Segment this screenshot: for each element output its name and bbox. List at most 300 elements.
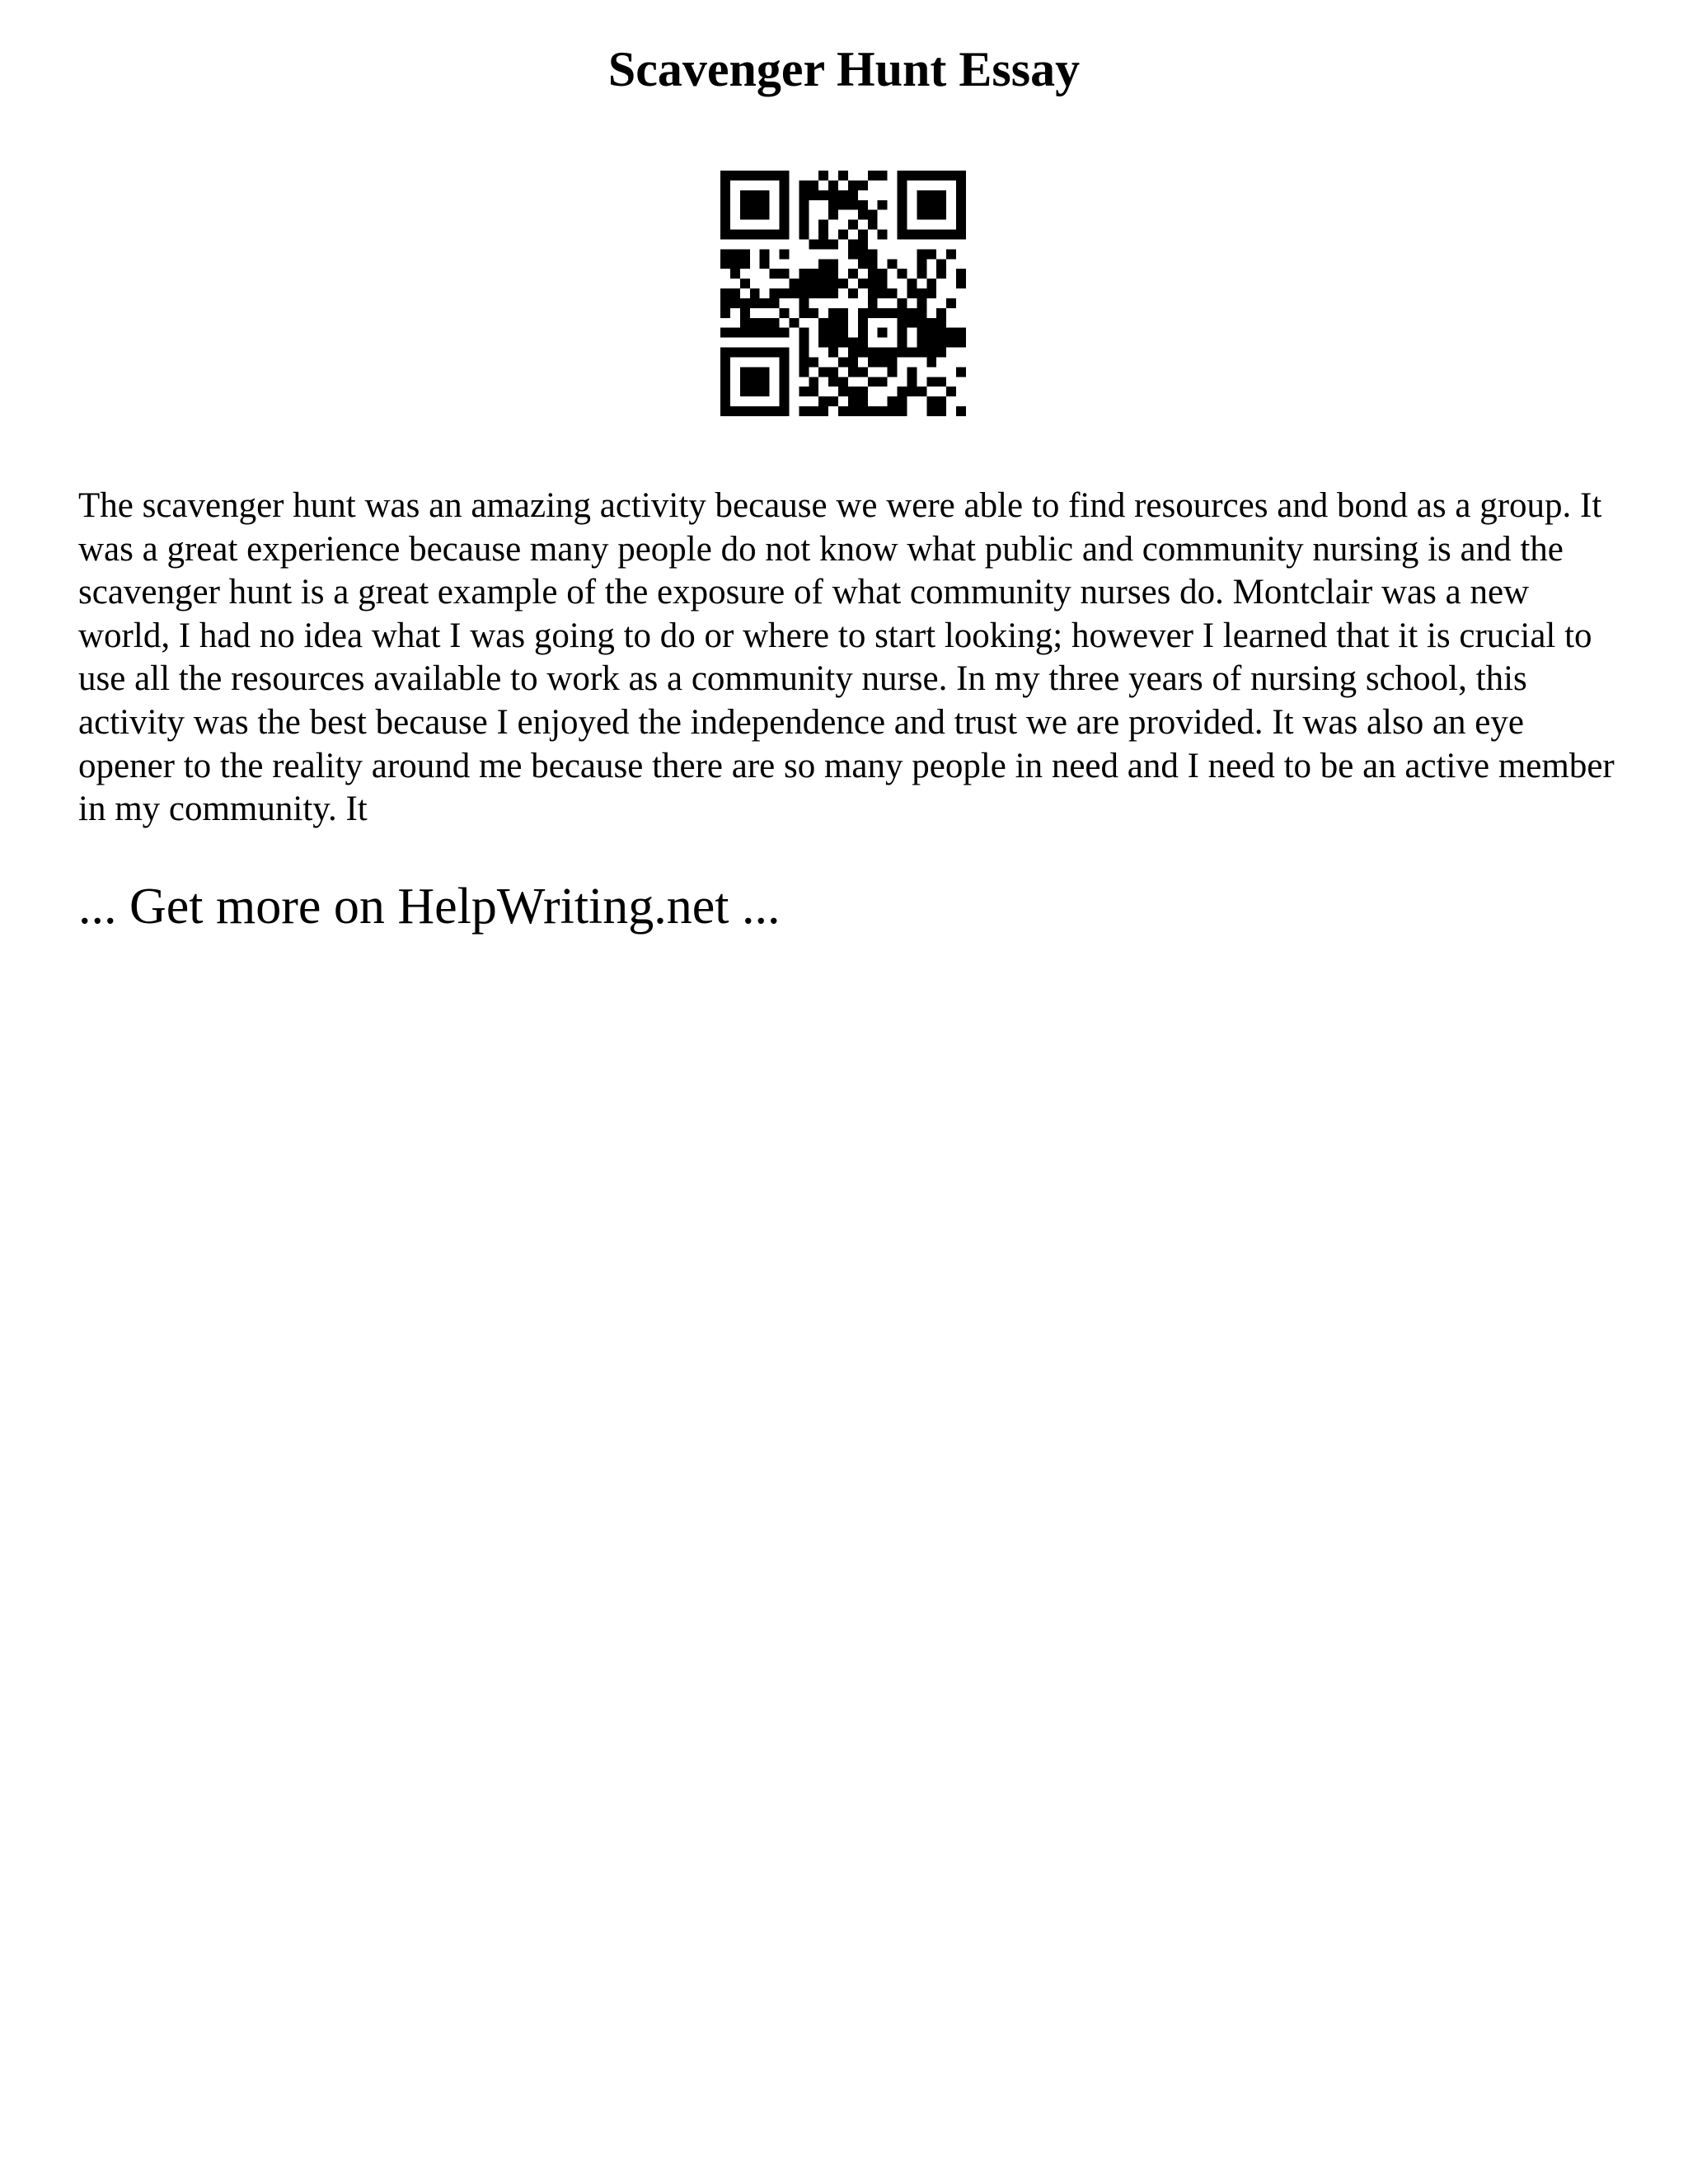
qr-module [760, 387, 770, 396]
qr-module [720, 396, 730, 406]
qr-module [740, 279, 750, 288]
qr-module [878, 406, 888, 416]
qr-module [799, 210, 809, 220]
qr-module [956, 328, 966, 338]
qr-module [848, 200, 858, 210]
qr-module [750, 328, 760, 338]
qr-module [946, 387, 956, 396]
qr-module [760, 367, 770, 377]
qr-module [799, 288, 809, 298]
qr-module [838, 387, 848, 396]
qr-module [750, 230, 760, 240]
qr-module [730, 259, 740, 269]
qr-module [780, 396, 790, 406]
qr-module [818, 367, 828, 377]
qr-module [858, 308, 868, 318]
qr-module [878, 377, 888, 387]
qr-module [956, 406, 966, 416]
qr-module [780, 308, 790, 318]
qr-module [770, 348, 780, 358]
qr-module [780, 348, 790, 358]
qr-module [750, 190, 760, 200]
qr-module [898, 269, 907, 279]
qr-module [917, 259, 926, 269]
qr-module [956, 171, 966, 180]
qr-module [907, 387, 917, 396]
qr-module [848, 239, 858, 249]
qr-module [907, 308, 917, 318]
qr-module [760, 298, 770, 308]
qr-module [799, 348, 809, 358]
qr-module [926, 328, 936, 338]
qr-module [818, 220, 828, 230]
qr-module [868, 348, 878, 358]
qr-module [917, 210, 926, 220]
qr-module [868, 406, 878, 416]
qr-module [917, 387, 926, 396]
qr-module [720, 377, 730, 387]
qr-module [907, 279, 917, 288]
qr-module [799, 328, 809, 338]
qr-module [809, 190, 818, 200]
qr-module [917, 338, 926, 348]
qr-code-graphic [720, 171, 966, 416]
qr-module [848, 338, 858, 348]
qr-module [740, 230, 750, 240]
qr-module [848, 288, 858, 298]
qr-module [720, 171, 730, 180]
qr-module [936, 230, 946, 240]
qr-module [926, 396, 936, 406]
qr-module [848, 367, 858, 377]
qr-module [780, 377, 790, 387]
qr-module [828, 308, 838, 318]
qr-module [936, 318, 946, 328]
qr-module [740, 367, 750, 377]
qr-code-icon [720, 171, 966, 416]
qr-module [898, 406, 907, 416]
qr-module [936, 338, 946, 348]
qr-module [760, 259, 770, 269]
qr-module [936, 259, 946, 269]
qr-module [838, 357, 848, 367]
qr-module [828, 318, 838, 328]
qr-module [926, 348, 936, 358]
qr-module [809, 308, 818, 318]
qr-module [868, 288, 878, 298]
qr-module [848, 190, 858, 200]
qr-module [926, 357, 936, 367]
qr-module [917, 190, 926, 200]
qr-module [946, 338, 956, 348]
qr-module [956, 210, 966, 220]
qr-module [789, 288, 799, 298]
qr-module [760, 377, 770, 387]
qr-module [750, 377, 760, 387]
qr-module [828, 200, 838, 210]
qr-module [799, 180, 809, 190]
qr-module [907, 367, 917, 377]
qr-module [898, 396, 907, 406]
qr-module [858, 338, 868, 348]
qr-module [917, 348, 926, 358]
qr-module [799, 338, 809, 348]
qr-module [956, 279, 966, 288]
qr-module [730, 406, 740, 416]
qr-module [780, 367, 790, 377]
qr-module [720, 200, 730, 210]
qr-module [956, 220, 966, 230]
qr-module [838, 406, 848, 416]
qr-module [858, 259, 868, 269]
qr-module [760, 200, 770, 210]
qr-module [818, 239, 828, 249]
qr-module [858, 406, 868, 416]
qr-module [848, 249, 858, 259]
qr-module [858, 239, 868, 249]
qr-module [770, 269, 780, 279]
qr-module [818, 338, 828, 348]
qr-module [770, 298, 780, 308]
qr-module [898, 220, 907, 230]
qr-module [750, 210, 760, 220]
qr-module [848, 387, 858, 396]
qr-module [740, 348, 750, 358]
qr-module [926, 318, 936, 328]
qr-module [926, 230, 936, 240]
qr-module [780, 210, 790, 220]
qr-module [907, 318, 917, 328]
qr-module [720, 406, 730, 416]
qr-module [760, 348, 770, 358]
qr-module [936, 190, 946, 200]
qr-module [730, 249, 740, 259]
qr-module [818, 279, 828, 288]
qr-module [809, 288, 818, 298]
qr-module [917, 230, 926, 240]
qr-module [888, 288, 898, 298]
qr-module [858, 210, 868, 220]
qr-module [780, 200, 790, 210]
qr-module [720, 288, 730, 298]
qr-module [828, 338, 838, 348]
qr-module [926, 249, 936, 259]
qr-module [858, 348, 868, 358]
qr-module [956, 230, 966, 240]
qr-module [828, 377, 838, 387]
qr-module [730, 298, 740, 308]
qr-module [898, 298, 907, 308]
qr-module [740, 200, 750, 210]
qr-module [878, 288, 888, 298]
qr-module [828, 190, 838, 200]
qr-module [730, 269, 740, 279]
qr-module [838, 171, 848, 180]
qr-module [888, 396, 898, 406]
qr-module [907, 171, 917, 180]
qr-module [818, 396, 828, 406]
qr-module [868, 279, 878, 288]
qr-module [818, 288, 828, 298]
qr-module [848, 180, 858, 190]
qr-module [828, 348, 838, 358]
qr-module [858, 200, 868, 210]
qr-module [907, 230, 917, 240]
qr-module [926, 200, 936, 210]
qr-module [956, 269, 966, 279]
qr-module [838, 318, 848, 328]
qr-module [878, 308, 888, 318]
qr-module [888, 367, 898, 377]
qr-module [936, 200, 946, 210]
qr-module [809, 180, 818, 190]
qr-module [946, 298, 956, 308]
qr-module [868, 210, 878, 220]
qr-module [956, 200, 966, 210]
qr-module [818, 171, 828, 180]
qr-module [770, 171, 780, 180]
qr-module [730, 230, 740, 240]
qr-module [838, 377, 848, 387]
qr-module [858, 230, 868, 240]
qr-module [789, 279, 799, 288]
qr-module [720, 308, 730, 318]
qr-module [898, 387, 907, 396]
qr-module [809, 269, 818, 279]
qr-module [809, 357, 818, 367]
qr-module [818, 328, 828, 338]
qr-module [828, 269, 838, 279]
qr-module [780, 387, 790, 396]
qr-module [780, 406, 790, 416]
qr-module [780, 288, 790, 298]
qr-module [917, 269, 926, 279]
qr-module [799, 269, 809, 279]
qr-module [818, 406, 828, 416]
qr-module [878, 200, 888, 210]
qr-module [740, 318, 750, 328]
qr-module [956, 180, 966, 190]
qr-module [868, 259, 878, 269]
qr-module [888, 308, 898, 318]
qr-module [828, 239, 838, 249]
qr-module [848, 406, 858, 416]
qr-module [780, 269, 790, 279]
qr-module [750, 318, 760, 328]
qr-module [750, 406, 760, 416]
qr-module [848, 220, 858, 230]
qr-module [907, 348, 917, 358]
qr-module [936, 210, 946, 220]
qr-module [907, 288, 917, 298]
qr-module [888, 357, 898, 367]
qr-module [926, 338, 936, 348]
qr-module [858, 367, 868, 377]
qr-module [917, 328, 926, 338]
qr-module [858, 279, 868, 288]
qr-module [878, 279, 888, 288]
qr-module [740, 249, 750, 259]
qr-module [720, 249, 730, 259]
page-title: Scavenger Hunt Essay [607, 42, 1081, 96]
qr-module [760, 230, 770, 240]
qr-module [760, 318, 770, 328]
qr-module [720, 230, 730, 240]
qr-module [799, 406, 809, 416]
qr-module [926, 171, 936, 180]
qr-module [917, 298, 926, 308]
qr-module [750, 298, 760, 308]
qr-module [740, 308, 750, 318]
qr-module [809, 239, 818, 249]
qr-module [917, 318, 926, 328]
qr-module [946, 249, 956, 259]
qr-module [838, 308, 848, 318]
get-more-link[interactable]: ... Get more on HelpWriting.net ... [78, 879, 781, 935]
qr-module [936, 406, 946, 416]
qr-module [898, 200, 907, 210]
qr-module [720, 190, 730, 200]
qr-module [750, 387, 760, 396]
qr-module [730, 288, 740, 298]
qr-module [956, 190, 966, 200]
qr-module [956, 367, 966, 377]
qr-module [740, 387, 750, 396]
qr-module [780, 249, 790, 259]
qr-module [926, 190, 936, 200]
qr-module [848, 396, 858, 406]
qr-module [828, 288, 838, 298]
qr-module [720, 180, 730, 190]
qr-module [818, 259, 828, 269]
qr-module [838, 230, 848, 240]
qr-module [868, 308, 878, 318]
qr-module [780, 220, 790, 230]
qr-module [720, 357, 730, 367]
qr-module [868, 357, 878, 367]
qr-module [740, 328, 750, 338]
qr-module [838, 328, 848, 338]
qr-module [838, 279, 848, 288]
qr-module [936, 377, 946, 387]
qr-module [799, 230, 809, 240]
qr-module [809, 279, 818, 288]
qr-module [936, 396, 946, 406]
qr-module [838, 190, 848, 200]
qr-module [809, 406, 818, 416]
qr-module [760, 328, 770, 338]
qr-module [799, 298, 809, 308]
qr-module [750, 200, 760, 210]
qr-module [789, 318, 799, 328]
qr-module [936, 308, 946, 318]
qr-module [720, 367, 730, 377]
qr-module [898, 348, 907, 358]
qr-module [740, 210, 750, 220]
qr-module [868, 298, 878, 308]
qr-module [936, 269, 946, 279]
qr-module [858, 318, 868, 328]
qr-module [888, 348, 898, 358]
qr-module [898, 308, 907, 318]
qr-module [799, 357, 809, 367]
qr-module [917, 288, 926, 298]
qr-module [828, 367, 838, 377]
qr-module [720, 210, 730, 220]
qr-module [868, 171, 878, 180]
qr-module [828, 210, 838, 220]
qr-module [799, 220, 809, 230]
qr-module [858, 396, 868, 406]
qr-module [956, 338, 966, 348]
qr-module [936, 328, 946, 338]
qr-module [848, 269, 858, 279]
qr-module [848, 357, 858, 367]
qr-module [818, 190, 828, 200]
qr-module [799, 308, 809, 318]
qr-module [838, 200, 848, 210]
qr-module [720, 387, 730, 396]
qr-module [946, 230, 956, 240]
qr-module [898, 338, 907, 348]
qr-module [799, 387, 809, 396]
qr-module [926, 279, 936, 288]
qr-module [780, 180, 790, 190]
qr-module [917, 249, 926, 259]
qr-module [760, 171, 770, 180]
qr-module [858, 328, 868, 338]
qr-module [750, 367, 760, 377]
qr-module [818, 318, 828, 328]
qr-module [740, 377, 750, 387]
qr-module [926, 288, 936, 298]
qr-module [780, 171, 790, 180]
qr-module [898, 230, 907, 240]
qr-module [917, 308, 926, 318]
qr-module [878, 348, 888, 358]
qr-module [750, 288, 760, 298]
qr-module [878, 269, 888, 279]
qr-module [898, 210, 907, 220]
qr-module [868, 220, 878, 230]
qr-module [740, 259, 750, 269]
qr-module [858, 249, 868, 259]
qr-module [848, 348, 858, 358]
qr-module [780, 357, 790, 367]
qr-module [760, 210, 770, 220]
qr-module [780, 230, 790, 240]
qr-module [828, 259, 838, 269]
qr-module [740, 406, 750, 416]
qr-module [946, 328, 956, 338]
qr-module [898, 190, 907, 200]
qr-module [799, 367, 809, 377]
qr-module [878, 171, 888, 180]
qr-module [888, 406, 898, 416]
qr-module [828, 328, 838, 338]
qr-module [898, 328, 907, 338]
qr-module [730, 171, 740, 180]
qr-module [926, 377, 936, 387]
qr-module [878, 328, 888, 338]
qr-module [760, 249, 770, 259]
qr-module [926, 406, 936, 416]
qr-module [770, 406, 780, 416]
qr-module [868, 377, 878, 387]
qr-module [898, 180, 907, 190]
qr-module [818, 269, 828, 279]
qr-module [750, 348, 760, 358]
